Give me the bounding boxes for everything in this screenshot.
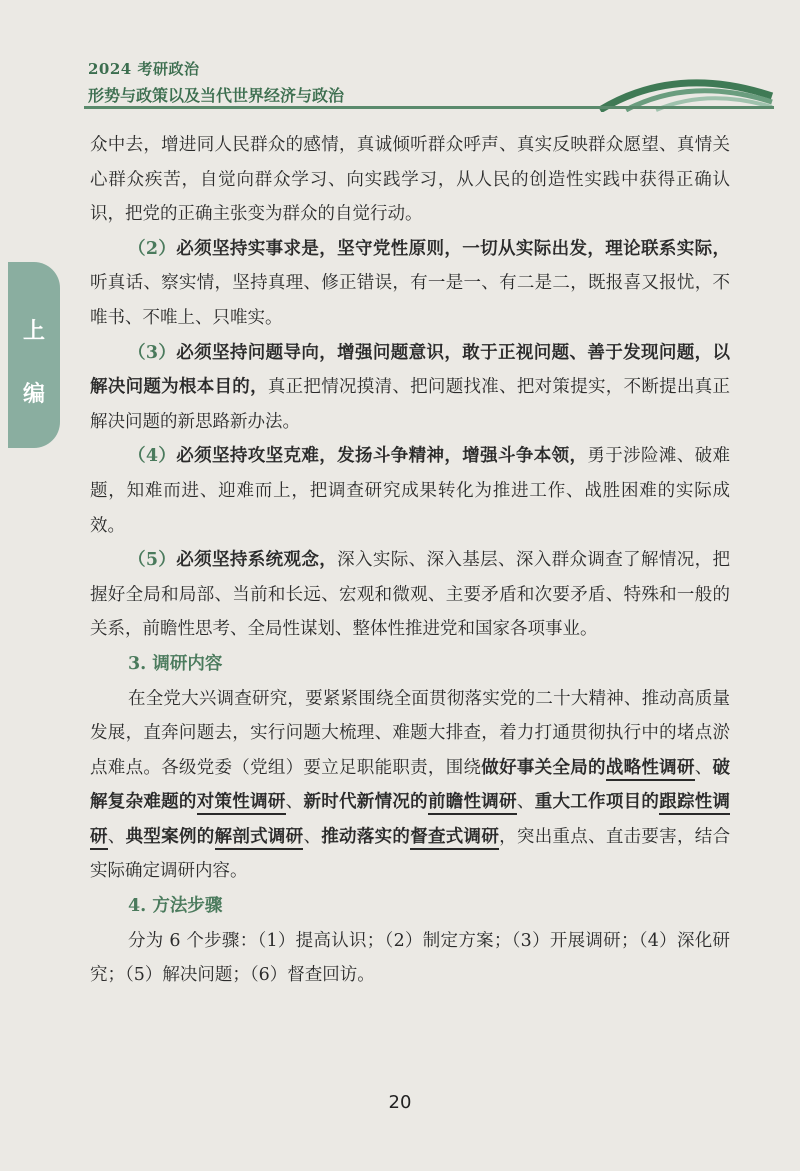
item-5-number: （5） [128,550,177,571]
item-5 [90,543,730,647]
research-scope-4: 重大工作项目的 [534,792,660,813]
separator-5: 、 [303,826,322,847]
separator-3: 、 [516,792,535,813]
section-3-title: 3. 调研内容 [128,653,223,674]
item-2-text: 听真话、察实情，坚持真理、修正错误，有一是一、有二是二，既报喜又报忧，不唯书、不唯上、只唯实。 [90,273,730,328]
research-scope-5: 典型案例的 [125,826,215,847]
research-scope-3: 新时代新情况的 [303,792,428,813]
research-type-strategic: 战略性调研 [606,758,695,781]
side-tab-char-1: 上 [22,318,45,344]
separator-2: 、 [285,792,304,813]
header-exam-title: 2024 考研政治 [88,60,200,78]
research-type-tracking: 跟踪性调研 [90,792,730,850]
item-3-title: 必须坚持问题导向，增强问题意识，敢于正视问题、善于发现问题，以解决问题为根本目的， [90,342,730,398]
header-book-title: 形势与政策以及当代世界经济与政治 [88,86,345,105]
item-4 [90,439,730,543]
section-4-title: 4. 方法步骤 [128,896,223,917]
research-type-supervision: 督查式调研 [410,827,499,850]
side-tab-char-2: 编 [22,381,45,407]
research-type-countermeasure: 对策性调研 [197,792,286,815]
research-type-forward-looking: 前瞻性调研 [428,792,517,815]
section-4-paragraph: 分为 6 个步骤：（1）提高认识；（2）制定方案；（3）开展调研；（4）深化研究；（5）解决问题；（6）督查回访。 [90,930,730,986]
header-rule [84,106,774,109]
page-number: 20 [388,1092,412,1113]
item-4-heading [128,446,587,466]
item-2-title: 必须坚持实事求是，坚守党性原则，一切从实际出发，理论联系实际， [176,238,730,259]
side-tab-volume [8,262,60,448]
item-2-number: （2） [128,238,177,259]
item-4-text: 勇于涉险滩、破难题，知难而进、迎难而上，把调查研究成果转化为推进工作、战胜困难的实际成效。 [90,446,731,536]
paragraph-continued: 众中去，增进同人民群众的感情，真诚倾听群众呼声、真实反映群众愿望、真情关心群众疾苦，自觉向群众学习、向实践学习，从人民的创造性实践中获得正确认识，把党的正确主张变为群众的自觉行动。 [90,135,730,225]
research-scope-1: 做好事关全局的 [481,757,606,778]
item-2-heading [128,239,730,259]
item-4-title: 必须坚持攻坚克难，发扬斗争精神，增强斗争本领， [176,446,588,467]
item-4-number: （4） [128,446,177,467]
item-5-text: 深入实际、深入基层、深入群众调查了解情况，把握好全局和局部、当前和长远、宏观和微观、主要矛盾和次要矛盾、特殊和一般的关系，前瞻性思考、全局性谋划、整体性推进党和国家各项事业。 [90,550,730,640]
item-3-text: 真正把情况摸清、把问题找准、把对策提实，不断提出真正解决问题的新思路新办法。 [90,377,731,432]
item-5-heading [128,550,337,570]
separator-4: 、 [107,826,126,847]
item-2 [90,232,730,336]
section-3-paragraph [90,682,730,890]
section-3-text-2: ，突出重点、直击要害，结合实际确定调研内容。 [90,826,731,882]
section-3-text-1: 在全党大兴调查研究，要紧紧围绕全面贯彻落实党的二十大精神、推动高质量发展，直奔问题去，实行问题大梳理、难题大排查，着力打通贯彻执行中的堵点淤点难点。各级党委（党组）要立足职能职责，围绕 [90,688,730,778]
item-5-title: 必须坚持系统观念， [176,550,338,571]
research-scope-2: 破解复杂难题的 [90,757,731,813]
research-scope-6: 推动落实的 [321,826,411,847]
item-3 [90,336,730,440]
separator-1: 、 [694,757,713,778]
page-body [90,128,730,993]
item-3-number: （3） [128,342,177,363]
research-type-dissection: 解剖式调研 [215,827,304,850]
